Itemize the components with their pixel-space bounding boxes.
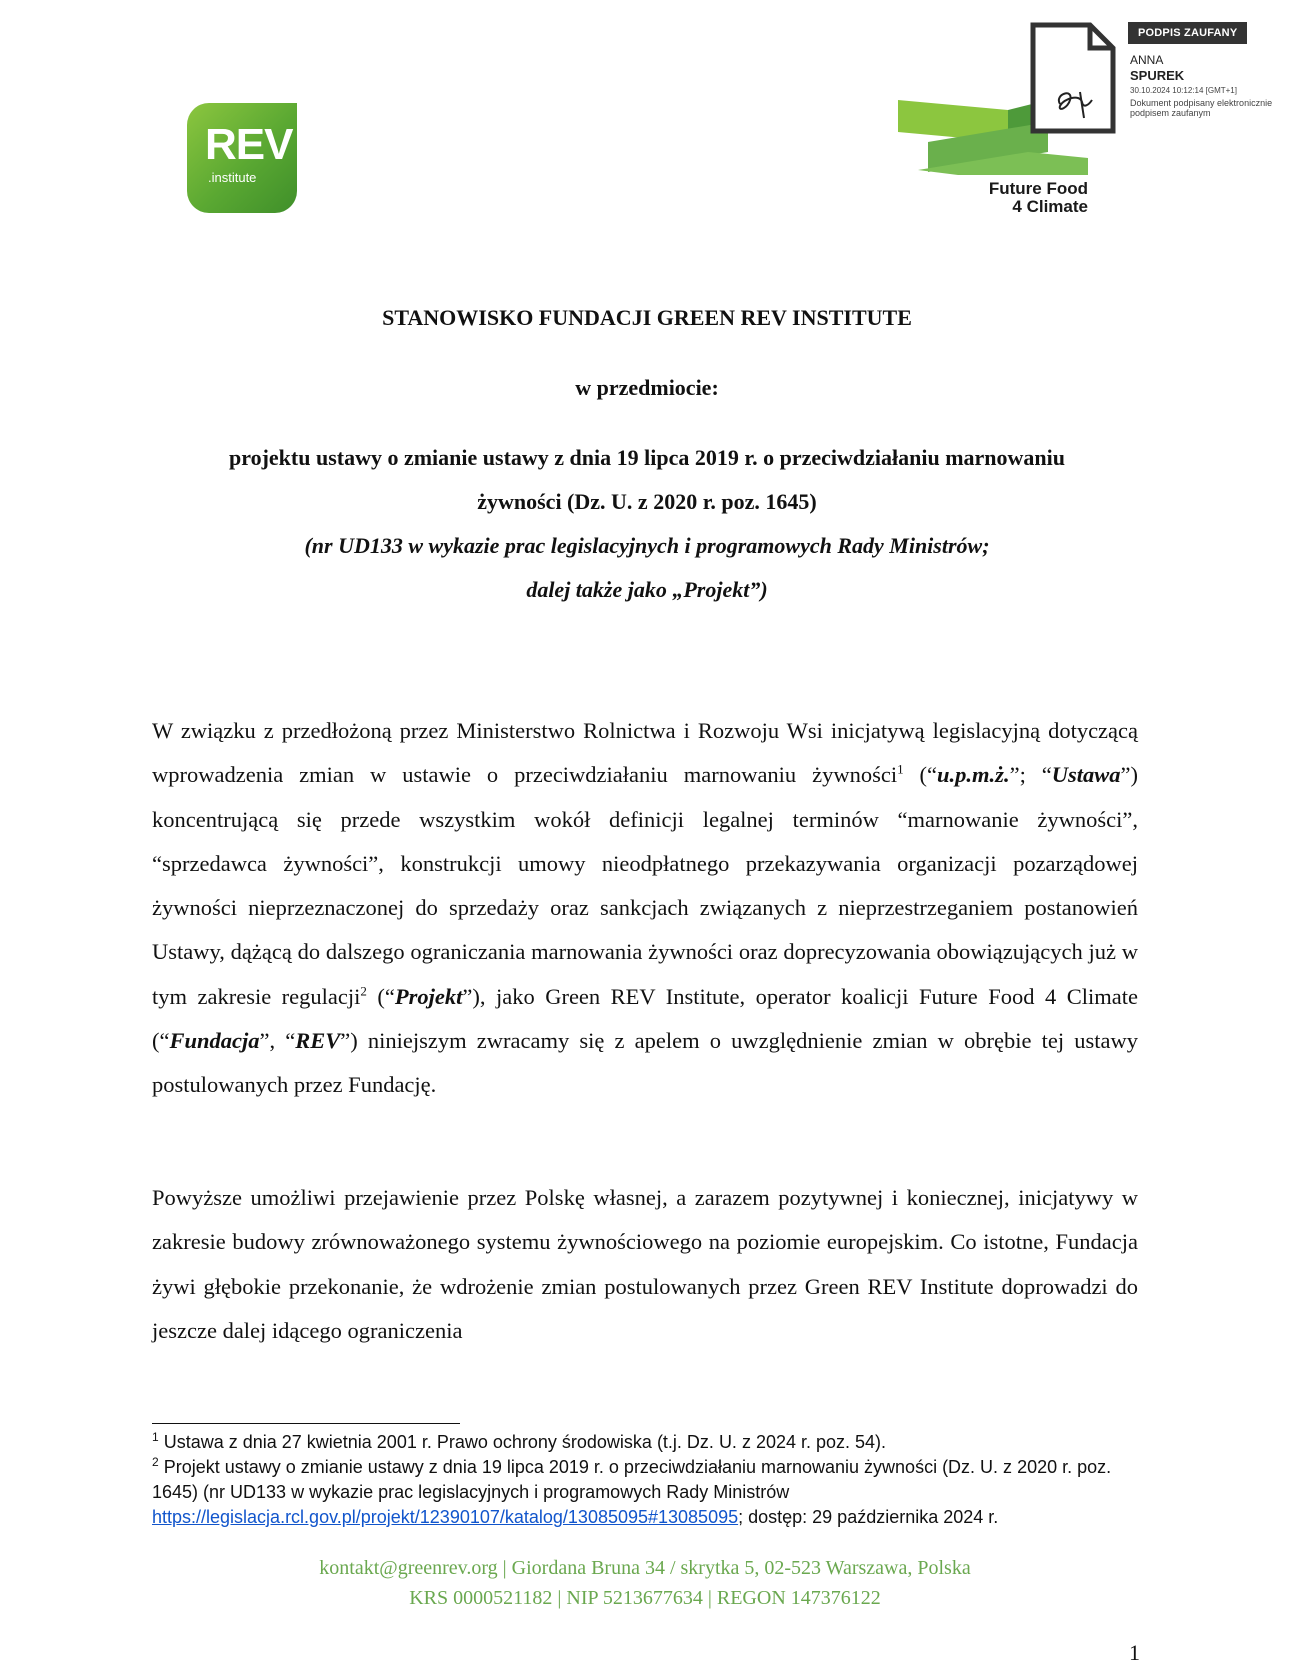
rev-logo-sub: .institute	[208, 170, 257, 185]
footnote-ref-1[interactable]: 1	[897, 761, 904, 777]
subject-italic-line-1: (nr UD133 w wykazie prac legislacyjnych i programowych Rady Ministrów;	[304, 533, 990, 558]
document-subtitle: w przedmiocie:	[575, 375, 719, 400]
p1-text-4: ”) koncentrującą się przede wszystkim wokół definicji legalnej terminów “marnowanie żywności”, “sprzedawca żywności”, konstrukcji umowy nieodpłatnego przekazywania organizacji pozarządowej żywności nieprzeznaczonej do sprzedaży oraz sankcjach związanych z nieprzestrzeganiem postanowień Ustawy, dążącą do dalszego ograniczania marnowania żywności oraz doprecyzowania obowiązujących już w tym zakresie regulacji	[152, 762, 1138, 1009]
rev-institute-logo	[187, 103, 297, 213]
p1-term-projekt: Projekt	[394, 983, 463, 1009]
footnote-1-text: Ustawa z dnia 27 kwietnia 2001 r. Prawo ochrony środowiska (t.j. Dz. U. z 2024 r. poz. 54).	[158, 1432, 887, 1452]
ff-line-1: Future Food	[988, 179, 1088, 198]
footnotes	[152, 1430, 1138, 1530]
footnote-separator	[152, 1423, 460, 1424]
subject-line-2: żywności (Dz. U. z 2020 r. poz. 1645)	[477, 489, 817, 514]
p1-text-6: ”), jako Green REV Institute, operator koalicji Future Food 4 Climate (“	[152, 983, 1138, 1054]
subject-italic-line-2: dalej także jako „Projekt”)	[526, 577, 768, 602]
p1-term-ustawa: Ustawa	[1051, 762, 1121, 788]
ff-line-2: 4 Climate	[1012, 197, 1088, 216]
footnote-ref-2[interactable]: 2	[360, 983, 367, 999]
document-title: STANOWISKO FUNDACJI GREEN REV INSTITUTE	[382, 305, 912, 330]
footnote-2	[152, 1455, 1138, 1530]
signer-last-name: SPUREK	[1130, 68, 1185, 83]
footnote-2-number: 2	[152, 1455, 159, 1469]
p1-term-upmz: u.p.m.ż.	[937, 762, 1010, 788]
contact-line-1: kontakt@greenrev.org | Giordana Bruna 34 / skrytka 5, 02-523 Warszawa, Polska	[319, 1557, 971, 1579]
p1-text-3: ”; “	[1009, 762, 1052, 788]
body-paragraph-1	[152, 709, 1138, 1108]
footnote-1-number: 1	[152, 1430, 159, 1444]
signed-document-icon	[1030, 22, 1116, 134]
p1-text-8: ”) niniejszym zwracamy się z apelem o uwzględnienie zmian w obrębie tej ustawy postulowanych przez Fundację.	[152, 1028, 1138, 1098]
signer-first-name: ANNA	[1130, 53, 1164, 67]
subject-line-1: projektu ustawy o zmianie ustawy z dnia 19 lipca 2019 r. o przeciwdziałaniu marnowaniu	[228, 445, 1066, 470]
footnote-2-tail: ; dostęp: 29 października 2024 r.	[738, 1507, 999, 1527]
p1-term-fundacja: Fundacja	[169, 1028, 260, 1054]
p1-text-1: W związku z przedłożoną przez Ministerstwo Rolnictwa i Rozwoju Wsi inicjatywą legislacyjną dotyczącą wprowadzenia zmian w ustawie o przeciwdziałaniu marnowaniu żywności	[152, 718, 1138, 788]
signature-info	[1130, 53, 1290, 118]
rev-logo-word: REV	[205, 120, 293, 169]
contact-line-2: KRS 0000521182 | NIP 5213677634 | REGON 147376122	[409, 1587, 881, 1609]
future-food-logo-text	[898, 180, 1088, 216]
p1-text-7: ”, “	[259, 1028, 296, 1054]
p1-text-5: (“	[366, 983, 395, 1009]
footnote-2-text: Projekt ustawy o zmianie ustawy z dnia 19 lipca 2019 r. o przeciwdziałaniu marnowaniu żywności (Dz. U. z 2020 r. poz. 1645) (nr UD133 w wykazie prac legislacyjnych i programowych Rady Ministrów	[152, 1457, 1112, 1502]
p1-text-2: (“	[903, 762, 938, 788]
signature-note: Dokument podpisany elektronicznie podpisem zaufanym	[1130, 98, 1273, 118]
footnote-1	[152, 1430, 1138, 1455]
signature-datetime: 30.10.2024 10:12:14 [GMT+1]	[1130, 86, 1237, 95]
document-subject	[152, 436, 1142, 612]
p1-term-rev: REV	[295, 1028, 341, 1054]
trusted-signature-badge: PODPIS ZAUFANY	[1128, 22, 1247, 44]
footnote-2-link[interactable]: https://legislacja.rcl.gov.pl/projekt/12390107/katalog/13085095#13085095	[152, 1507, 739, 1527]
body-paragraph-2: Powyższe umożliwi przejawienie przez Polskę własnej, a zarazem pozytywnej i koniecznej, inicjatywy w zakresie budowy zrównoważonego systemu żywnościowego na poziomie europejskim. Co istotne, Fundacja żywi głębokie przekonanie, że wdrożenie zmian postulowanych przez Green REV Institute doprowadzi do jeszcze dalej idącego ograniczenia	[152, 1185, 1138, 1343]
page-number: 1	[1129, 1640, 1140, 1665]
